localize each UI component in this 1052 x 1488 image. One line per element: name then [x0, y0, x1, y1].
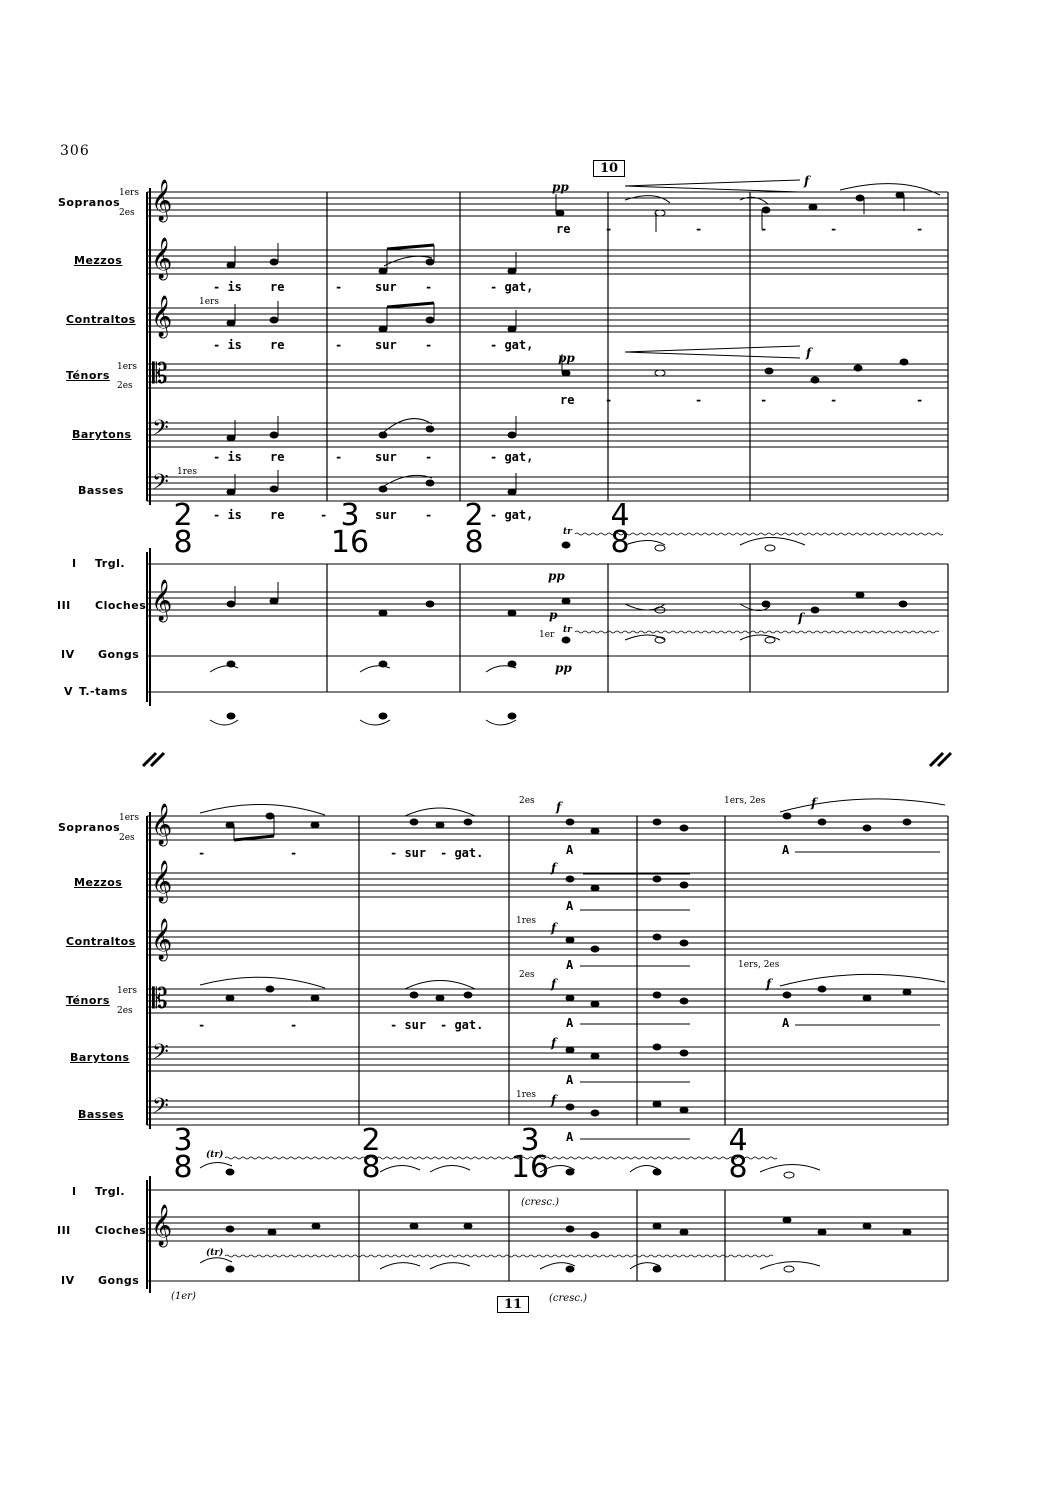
label-tenors-2: Ténors	[66, 994, 110, 1007]
system1-notes	[227, 192, 908, 719]
lyric-mezzos-is: - is	[213, 280, 242, 294]
lyric-hyphen: -	[320, 508, 328, 522]
label-perc-num-IV-2: IV	[61, 1274, 75, 1287]
label-triangle-2: Trgl.	[95, 1185, 126, 1198]
time-sig-4-8: 4 8	[728, 1123, 748, 1185]
lyric-tenors-sur: - sur	[390, 1018, 427, 1032]
treble-clef-icon: 𝄞	[151, 180, 173, 221]
lyric-basses-a: A	[566, 1130, 574, 1144]
lyric-hyphen: -	[198, 846, 206, 860]
label-perc-num-IV: IV	[61, 648, 75, 661]
lyric-barytons-re: re	[270, 450, 285, 464]
lyric-barytons-gat: - gat,	[490, 450, 534, 464]
lyric-mezzos-a: A	[566, 899, 574, 913]
label-tamtams: T.-tams	[79, 685, 128, 698]
lyric-hyphen: -	[830, 222, 838, 236]
dynamic-p: p	[549, 608, 558, 622]
label-tenors: Ténors	[66, 369, 110, 382]
div-basses: 1res	[177, 467, 197, 477]
label-mezzos-2: Mezzos	[74, 876, 123, 889]
dynamic-pp: pp	[548, 569, 565, 583]
staff-barytons-2	[147, 1047, 948, 1071]
trill-mark: (tr)	[206, 1248, 224, 1258]
bass-clef-icon: 𝄢	[152, 1040, 169, 1070]
lyric-tenors-gat: - gat.	[440, 1018, 484, 1032]
lyric-hyphen: -	[335, 450, 343, 464]
lyric-barytons-sur: sur	[375, 450, 397, 464]
label-basses-2: Basses	[78, 1108, 124, 1121]
label-perc-num-III: III	[57, 599, 71, 612]
label-mezzos: Mezzos	[74, 254, 123, 267]
label-sopranos-sub1: 1ers	[119, 188, 139, 198]
dynamic-f: f	[556, 800, 562, 814]
bass-clef-icon: 𝄢	[152, 416, 169, 446]
lyric-contraltos-gat: - gat,	[490, 338, 534, 352]
alto-clef-icon: 𝄡	[152, 357, 168, 390]
staff-barytons	[147, 423, 948, 447]
system2-staves	[147, 812, 948, 1293]
lyric-contraltos-is: - is	[213, 338, 242, 352]
staff-mezzos-2	[147, 873, 948, 897]
staff-mezzos	[147, 250, 948, 274]
lyric-hyphen: -	[760, 393, 768, 407]
system1-staves	[147, 188, 948, 706]
div-2es: 2es	[519, 796, 535, 806]
lyric-hyphen: -	[335, 338, 343, 352]
trill-mark: (tr)	[206, 1150, 224, 1160]
lyric-hyphen: -	[425, 280, 433, 294]
rehearsal-mark-10: 10	[593, 160, 625, 177]
lyric-hyphen: -	[695, 222, 703, 236]
trill-mark: tr	[563, 527, 572, 537]
lyric-hyphen: -	[425, 508, 433, 522]
lyric-hyphen: -	[425, 338, 433, 352]
lyric-sopranos-a: A	[782, 843, 790, 857]
lyric-barytons-is: - is	[213, 450, 242, 464]
label-gongs: Gongs	[98, 648, 140, 661]
dynamic-f: f	[766, 977, 772, 991]
bass-clef-icon: 𝄢	[152, 1094, 169, 1124]
lyric-sopranos-re: re	[556, 222, 571, 236]
system-break-marks	[143, 753, 951, 766]
dynamic-f: f	[804, 174, 810, 188]
label-contraltos: Contraltos	[66, 313, 136, 326]
lyric-contraltos-sur: sur	[375, 338, 397, 352]
lyric-basses-gat: - gat,	[490, 508, 534, 522]
time-sig-4-8: 4 8	[610, 498, 630, 560]
dynamic-f: f	[806, 346, 812, 360]
div-2es: 2es	[519, 970, 535, 980]
label-tenors-sub1: 1ers	[117, 362, 137, 372]
div-gongs: (1er)	[171, 1291, 196, 1302]
lyric-hyphen: -	[198, 1018, 206, 1032]
div-1ers-2es: 1ers, 2es	[724, 796, 766, 806]
staff-cloches	[147, 592, 948, 616]
staff-contraltos	[147, 308, 948, 332]
lyric-sopranos-gat: - gat.	[440, 846, 484, 860]
lyric-contraltos-re: re	[270, 338, 285, 352]
lyric-hyphen: -	[290, 1018, 298, 1032]
dynamic-f: f	[551, 1093, 557, 1107]
label-sopranos-2-sub1: 1ers	[119, 813, 139, 823]
time-sig-3-16: 3 16	[330, 498, 370, 560]
time-sig-2-8: 2 8	[173, 498, 193, 560]
lyric-barytons-a: A	[566, 1073, 574, 1087]
label-cloches: Cloches	[95, 599, 147, 612]
label-tenors-2-sub2: 2es	[117, 1006, 133, 1016]
lyric-sopranos-a: A	[566, 843, 574, 857]
lyric-hyphen: -	[605, 393, 613, 407]
staff-sopranos	[147, 192, 948, 216]
staff-basses	[147, 477, 948, 501]
lyric-tenors-re: re	[560, 393, 575, 407]
treble-clef-icon: 𝄞	[151, 919, 173, 960]
dynamic-f: f	[551, 1036, 557, 1050]
label-barytons-2: Barytons	[70, 1051, 130, 1064]
label-sopranos: Sopranos	[58, 196, 121, 209]
label-gongs-2: Gongs	[98, 1274, 140, 1287]
alto-clef-icon: 𝄡	[152, 982, 168, 1015]
label-sopranos-2-sub2: 2es	[119, 833, 135, 843]
dynamic-f: f	[551, 977, 557, 991]
treble-clef-icon: 𝄞	[151, 804, 173, 845]
dynamic-f: f	[551, 921, 557, 935]
lyric-mezzos-sur: sur	[375, 280, 397, 294]
trill-lines	[225, 533, 943, 1257]
label-tenors-sub2: 2es	[117, 381, 133, 391]
dynamic-pp: pp	[558, 351, 575, 365]
staff-contraltos-2	[147, 931, 948, 955]
lyric-hyphen: -	[760, 222, 768, 236]
lyric-hyphen: -	[605, 222, 613, 236]
label-perc-num-III-2: III	[57, 1224, 71, 1237]
time-sig-3-16: 3 16	[510, 1123, 550, 1185]
div-1ers-2es: 1ers, 2es	[738, 960, 780, 970]
staff-tenors-2	[147, 989, 948, 1013]
lyric-basses-re: re	[270, 508, 285, 522]
dynamic-f: f	[798, 611, 804, 625]
trill-mark: tr	[563, 625, 572, 635]
lyric-tenors-a: A	[782, 1016, 790, 1030]
lyric-basses-sur: sur	[375, 508, 397, 522]
lyric-sopranos-sur: - sur	[390, 846, 427, 860]
lyric-hyphen: -	[425, 450, 433, 464]
lyric-tenors-a: A	[566, 1016, 574, 1030]
label-basses: Basses	[78, 484, 124, 497]
label-barytons: Barytons	[72, 428, 132, 441]
treble-clef-icon: 𝄞	[151, 296, 173, 337]
bass-clef-icon: 𝄢	[152, 470, 169, 500]
label-tenors-2-sub1: 1ers	[117, 986, 137, 996]
dynamic-pp: pp	[555, 661, 572, 675]
dynamic-f: f	[811, 796, 817, 810]
lyric-mezzos-gat: - gat,	[490, 280, 534, 294]
lyric-basses-is: - is	[213, 508, 242, 522]
label-perc-num-I-2: I	[72, 1185, 77, 1198]
treble-clef-icon: 𝄞	[151, 1205, 173, 1246]
treble-clef-icon: 𝄞	[151, 238, 173, 279]
dynamic-f: f	[551, 861, 557, 875]
lyric-hyphen: -	[290, 846, 298, 860]
system2-slurs	[200, 799, 945, 1269]
cresc-marking: (cresc.)	[521, 1197, 560, 1208]
lyric-hyphen: -	[916, 222, 924, 236]
rehearsal-mark-11: 11	[497, 1296, 529, 1313]
staff-cloches-2	[147, 1217, 948, 1241]
time-sig-2-8: 2 8	[361, 1123, 381, 1185]
label-perc-num-I: I	[72, 557, 77, 570]
treble-clef-icon: 𝄞	[151, 580, 173, 621]
lyric-hyphen: -	[830, 393, 838, 407]
div-gongs: 1er	[539, 630, 555, 640]
div-1res: 1res	[516, 916, 536, 926]
system2-notes	[226, 813, 911, 1272]
staff-basses-2	[147, 1101, 948, 1125]
time-sig-3-8: 3 8	[173, 1123, 193, 1185]
lyric-hyphen: -	[695, 393, 703, 407]
label-perc-num-V: V	[64, 685, 74, 698]
lyric-hyphen: -	[916, 393, 924, 407]
label-sopranos-2: Sopranos	[58, 821, 121, 834]
dynamic-pp: pp	[552, 180, 569, 194]
label-cloches-2: Cloches	[95, 1224, 147, 1237]
lyric-contraltos-a: A	[566, 958, 574, 972]
cresc-marking: (cresc.)	[549, 1293, 588, 1304]
label-sopranos-sub2: 2es	[119, 208, 135, 218]
treble-clef-icon: 𝄞	[151, 861, 173, 902]
div-contraltos: 1ers	[199, 297, 219, 307]
label-triangle: Trgl.	[95, 557, 126, 570]
lyric-mezzos-re: re	[270, 280, 285, 294]
lyric-hyphen: -	[335, 280, 343, 294]
staff-tenors	[147, 364, 948, 388]
div-1res: 1res	[516, 1090, 536, 1100]
page-number: 306	[60, 143, 90, 159]
label-contraltos-2: Contraltos	[66, 935, 136, 948]
time-sig-2-8: 2 8	[464, 498, 484, 560]
barlines-system1	[327, 192, 948, 692]
